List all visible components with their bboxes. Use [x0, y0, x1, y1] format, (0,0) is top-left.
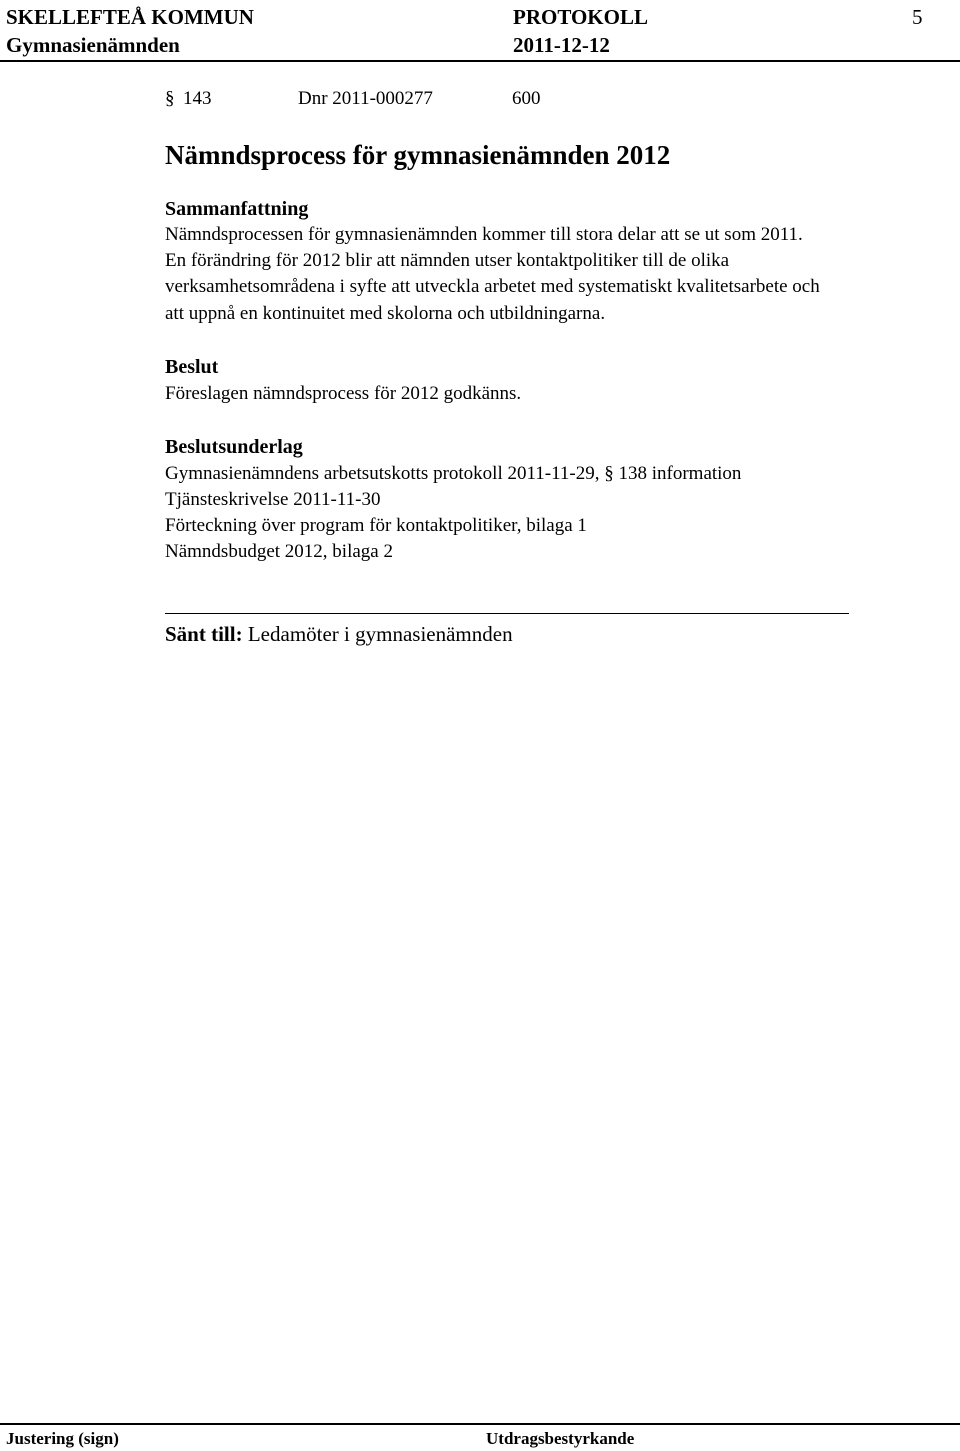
- case-code: 600: [512, 88, 541, 109]
- summary-line: verksamhetsområdena i syfte att utveckla arbetet med systematiskt kvalitetsarbete och: [165, 276, 820, 297]
- footer-justering: Justering (sign): [6, 1429, 119, 1448]
- organization-name: SKELLEFTEÅ KOMMUN: [6, 5, 254, 29]
- section-number: 143: [183, 88, 212, 109]
- sent-to-value: Ledamöter i gymnasienämnden: [247, 622, 513, 646]
- sent-to-label: Sänt till:: [165, 622, 243, 646]
- decision-text: Föreslagen nämndsprocess för 2012 godkänns.: [165, 383, 522, 404]
- committee-name: Gymnasienämnden: [6, 33, 180, 57]
- meeting-date: 2011-12-12: [513, 33, 610, 57]
- header-rule: [0, 60, 960, 62]
- page-number: 5: [912, 5, 923, 29]
- decision-heading: Beslut: [165, 356, 219, 378]
- basis-item: Förteckning över program för kontaktpolitiker, bilaga 1: [165, 515, 587, 536]
- summary-line: att uppnå en kontinuitet med skolorna och utbildningarna.: [165, 303, 606, 324]
- section-symbol: §: [165, 88, 175, 109]
- document-type: PROTOKOLL: [513, 5, 648, 29]
- summary-line: En förändring för 2012 blir att nämnden utser kontaktpolitiker till de olika: [165, 250, 730, 271]
- case-title: Nämndsprocess för gymnasienämnden 2012: [165, 140, 671, 170]
- basis-item: Nämndsbudget 2012, bilaga 2: [165, 541, 393, 562]
- basis-item: Tjänsteskrivelse 2011-11-30: [165, 489, 381, 510]
- case-dnr: Dnr 2011-000277: [298, 88, 433, 109]
- basis-item-protocol-ref: 138 information: [618, 463, 742, 484]
- basis-item-protocol: [165, 461, 741, 487]
- footer-rule: [0, 1423, 960, 1425]
- section-symbol: §: [604, 463, 614, 484]
- summary-line: Nämndsprocessen för gymnasienämnden kommer till stora delar att se ut som 2011.: [165, 224, 803, 245]
- separator-line: [165, 613, 849, 614]
- footer-utdragsbestyrkande: Utdragsbestyrkande: [486, 1429, 635, 1448]
- sent-to: [165, 620, 513, 648]
- basis-item-protocol-text: Gymnasienämndens arbetsutskotts protokoll 2011-11-29,: [165, 463, 600, 484]
- summary-heading: Sammanfattning: [165, 198, 309, 220]
- basis-heading: Beslutsunderlag: [165, 436, 303, 458]
